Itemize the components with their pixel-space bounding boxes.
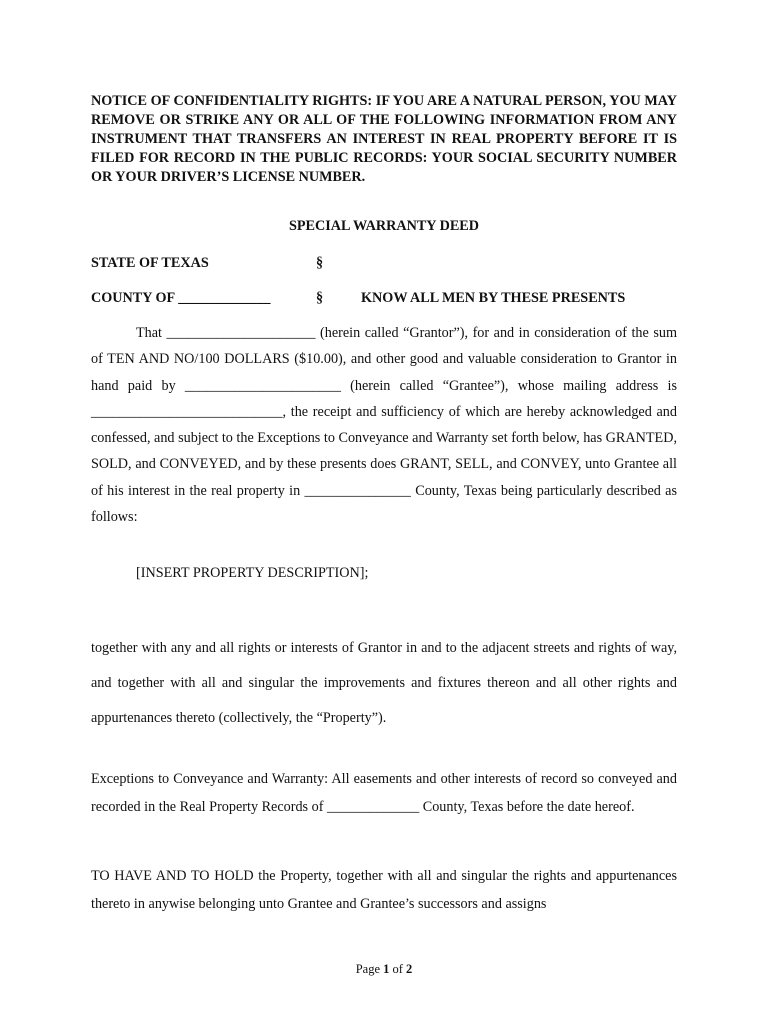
together-paragraph: together with any and all rights or interests of Grantor in and to the adjacent streets and rights of way, and together with all and singular the improvements and fixtures thereon and all other rights and appurtenances thereto (collectively, the “Property”). xyxy=(91,640,677,726)
county-label: COUNTY OF _____________ xyxy=(91,290,271,306)
habendum-paragraph: TO HAVE AND TO HOLD the Property, together with all and singular the rights and appurtenances thereto in anywise belonging unto Grantee and Grantee’s successors and assigns xyxy=(91,868,677,912)
grant-paragraph: That _____________________ (herein called “Grantor”), for and in consideration of the sum of TEN AND NO/100 DOLLARS ($10.00), and other good and valuable consideration to Grantor in hand paid by ______________________ (herein called “Grantee”), whose mailing address is ___________________________, the receipt and sufficiency of which are hereby acknowledged and confessed, and subject to the Exceptions to Conveyance and Warranty set forth below, has GRANTED, SOLD, and CONVEYED, and by these presents does GRANT, SELL, and CONVEY, unto Grantee all of his interest in the real property in _______________ County, Texas being particularly described as follows: xyxy=(91,325,677,526)
of-word: of xyxy=(392,962,403,976)
confidentiality-notice: NOTICE OF CONFIDENTIALITY RIGHTS: IF YOU ARE A NATURAL PERSON, YOU MAY REMOVE OR STRIKE ANY OR ALL OF THE FOLLOWING INFORMATION FROM ANY INSTRUMENT THAT TRANSFERS AN INTEREST IN REAL PROPERTY BEFORE IT IS FILED FOR RECORD IN THE PUBLIC RECORDS: YOUR SOCIAL SECURITY NUMBER OR YOUR DRIVER’S LICENSE NUMBER. xyxy=(91,93,677,185)
total-page-number: 2 xyxy=(406,962,413,976)
property-description: [INSERT PROPERTY DESCRIPTION]; xyxy=(136,565,369,581)
page-word: Page xyxy=(355,962,380,976)
section-symbol: § xyxy=(316,290,324,306)
document-title: SPECIAL WARRANTY DEED xyxy=(289,218,479,234)
state-label: STATE OF TEXAS xyxy=(91,255,209,271)
current-page-number: 1 xyxy=(383,962,390,976)
section-symbol: § xyxy=(316,255,324,271)
page-footer xyxy=(0,962,768,977)
exceptions-paragraph: Exceptions to Conveyance and Warranty: All easements and other interests of record so conveyed and recorded in the Real Property Records of _____________ County, Texas before the date hereof. xyxy=(91,771,677,815)
know-all-men-text: KNOW ALL MEN BY THESE PRESENTS xyxy=(361,290,626,306)
